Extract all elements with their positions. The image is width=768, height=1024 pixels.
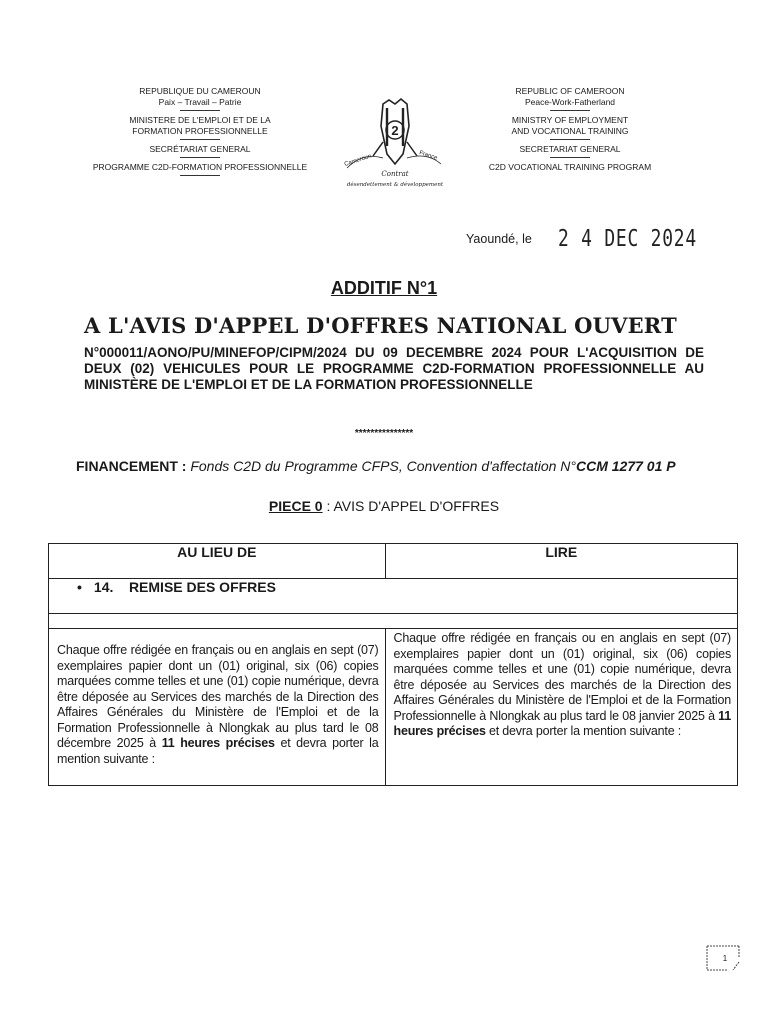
divider	[180, 175, 220, 176]
emblem-motto: désendettement & développement	[346, 182, 444, 188]
country-en: REPUBLIC OF CAMEROON	[515, 86, 625, 96]
emblem-right: France	[418, 150, 439, 162]
comparison-table	[48, 543, 738, 786]
section-row	[49, 579, 738, 614]
spacer-row	[49, 614, 738, 629]
document-title: ADDITIF N°1	[330, 278, 438, 298]
emblem-left: Cameroun	[343, 153, 373, 168]
secretariat-fr: SECRÉTARIAT GENERAL	[149, 144, 251, 154]
piece-line	[0, 498, 768, 514]
page-number-box	[705, 944, 741, 972]
date-line	[466, 226, 736, 252]
ministry-fr-1: MINISTERE DE L'EMPLOI ET DE LA	[129, 115, 271, 125]
divider	[550, 110, 590, 111]
section-title: REMISE DES OFFRES	[128, 579, 276, 595]
date-label: Yaoundé, le	[466, 232, 532, 246]
column-header-au-lieu-de: AU LIEU DE	[49, 544, 386, 579]
program-en: C2D VOCATIONAL TRAINING PROGRAM	[488, 162, 652, 172]
table-row	[49, 629, 738, 786]
divider	[180, 110, 220, 111]
motto-en: Peace-Work-Fatherland	[524, 97, 616, 107]
table-header-row	[49, 544, 738, 579]
emblem-number: 2	[391, 123, 399, 138]
financing-value: Fonds C2D du Programme CFPS, Convention d'affectation N°	[190, 458, 576, 474]
section-number: 14.	[93, 579, 114, 595]
piece-label: PIECE 0	[268, 498, 323, 514]
divider	[550, 157, 590, 158]
star-separator: ***************	[354, 428, 414, 439]
emblem-contrat: Contrat	[381, 170, 409, 178]
piece-title: : AVIS D'APPEL D'OFFRES	[322, 498, 500, 514]
motto-fr: Paix – Travail – Patrie	[158, 97, 242, 107]
ministry-en-2: AND VOCATIONAL TRAINING	[511, 126, 629, 136]
financing-line	[76, 458, 736, 474]
divider	[180, 157, 220, 158]
ministry-en-1: MINISTRY OF EMPLOYMENT	[511, 115, 629, 125]
date-stamp: 2 4 DEC 2024	[557, 226, 697, 252]
corrected-text-cell: Chaque offre rédigée en français ou en anglais en sept (07) exemplaires papier dont un (01) original, six (06) copies marquées comme telles et une (01) copie numérique, devra être déposée au Services des marchés de la Direction des Affaires Générales du Ministère de l'Emploi et de la Formation Professionnelle à Nlongkak au plus tard le 08 janvier 2025 à 11 heures précises et devra porter la mention suivante :	[385, 629, 737, 786]
bullet: •	[77, 579, 82, 595]
country-fr: REPUBLIQUE DU CAMEROUN	[139, 86, 261, 96]
divider	[180, 139, 220, 140]
section-heading	[49, 579, 738, 614]
divider	[550, 139, 590, 140]
document-subtitle: A L'AVIS D'APPEL D'OFFRES NATIONAL OUVERT	[84, 313, 677, 338]
header-left	[70, 86, 330, 180]
ministry-fr-2: FORMATION PROFESSIONNELLE	[132, 126, 268, 136]
program-fr: PROGRAMME C2D-FORMATION PROFESSIONNELLE	[92, 162, 308, 172]
page-number: 1	[722, 954, 728, 963]
secretariat-en: SECRETARIAT GENERAL	[519, 144, 621, 154]
financing-label: FINANCEMENT :	[76, 458, 187, 474]
c2d-emblem-logo	[343, 96, 448, 196]
original-text-cell: Chaque offre rédigée en français ou en anglais en sept (07) exemplaires papier dont un (01) original, six (06) copies marquées comme telles et une (01) copie numérique, devra être déposée au Services des marchés de la Direction des Affaires Générales du Ministère de l'Emploi et de la Formation Professionnelle à Nlongkak au plus tard le 08 décembre 2025 à 11 heures précises et devra porter la mention suivante :	[49, 629, 386, 786]
financing-code: CCM 1277 01 P	[576, 458, 676, 474]
tender-reference: N°000011/AONO/PU/MINEFOP/CIPM/2024 DU 09 DECEMBRE 2024 POUR L'ACQUISITION DE DEUX (02) VEHICULES POUR LE PROGRAMME C2D-FORMATION PROFESSIONNELLE AU MINISTÈRE DE L'EMPLOI ET DE LA FORMATION PROFESSIONNELLE	[84, 345, 704, 392]
column-header-lire: LIRE	[385, 544, 737, 579]
header-right	[440, 86, 700, 173]
